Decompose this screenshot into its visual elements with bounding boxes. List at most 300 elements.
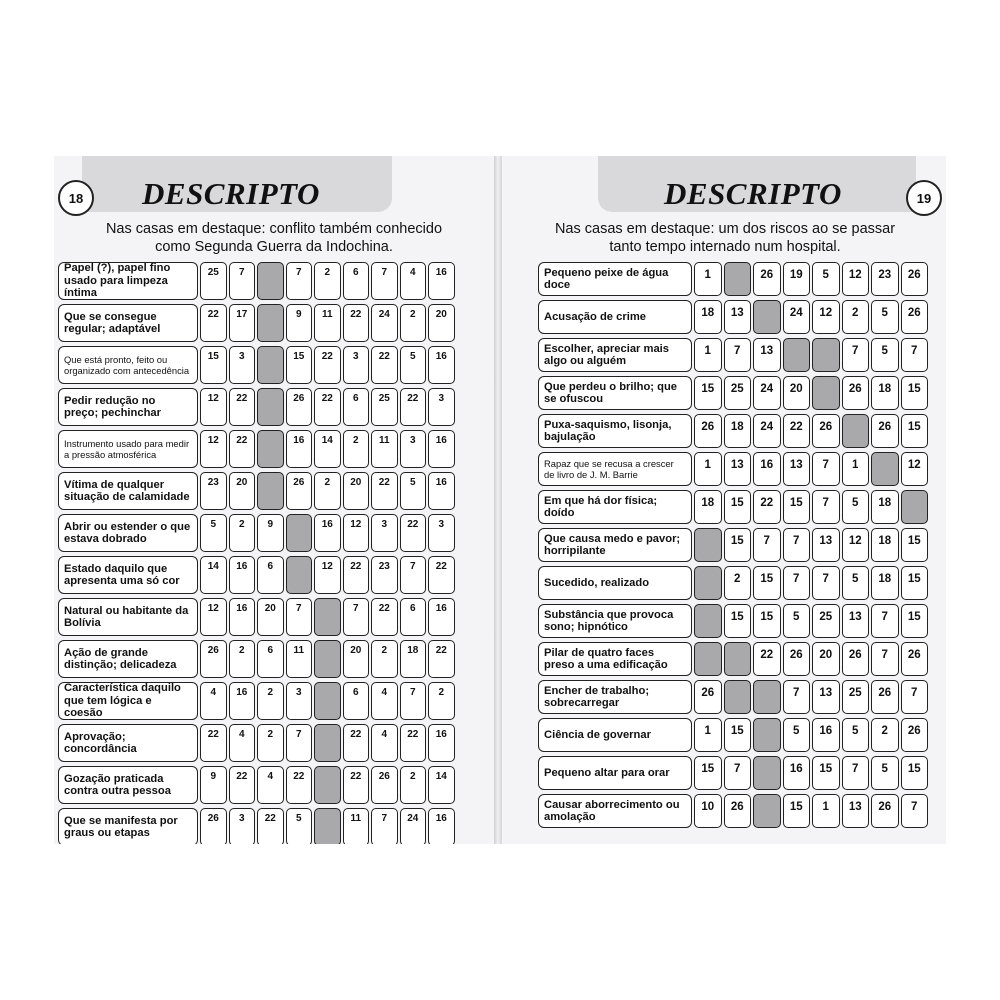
letter-cell[interactable]: 12: [842, 262, 870, 296]
letter-cell[interactable]: 5: [783, 718, 811, 752]
letter-cell[interactable]: 6: [257, 640, 284, 678]
letter-cell[interactable]: 22: [343, 304, 370, 342]
letter-cell[interactable]: 26: [901, 300, 929, 334]
highlighted-letter-cell[interactable]: [694, 528, 722, 562]
letter-cell[interactable]: 25: [842, 680, 870, 714]
highlighted-letter-cell[interactable]: [901, 490, 929, 524]
letter-cell[interactable]: 6: [257, 556, 284, 594]
highlighted-letter-cell[interactable]: [753, 756, 781, 790]
letter-cell[interactable]: 26: [694, 680, 722, 714]
letter-cell[interactable]: 16: [753, 452, 781, 486]
letter-cell[interactable]: 22: [229, 430, 256, 468]
letter-cell[interactable]: 13: [724, 452, 752, 486]
letter-cell[interactable]: 26: [842, 642, 870, 676]
clue-text: Em que há dor física; doído: [538, 490, 692, 524]
letter-cell[interactable]: 20: [343, 640, 370, 678]
letter-cell[interactable]: 7: [901, 338, 929, 372]
letter-cell[interactable]: 23: [200, 472, 227, 510]
clue-text: Escolher, apreciar mais algo ou alguém: [538, 338, 692, 372]
letter-cell[interactable]: 24: [753, 376, 781, 410]
letter-cell[interactable]: 7: [724, 756, 752, 790]
letter-cell[interactable]: 24: [371, 304, 398, 342]
puzzle-subtitle: [510, 220, 940, 256]
letter-cell[interactable]: 16: [229, 682, 256, 720]
letter-cell[interactable]: 15: [694, 756, 722, 790]
subtitle-line: Nas casas em destaque: conflito também conhecido: [105, 221, 443, 237]
highlighted-letter-cell[interactable]: [257, 304, 284, 342]
letter-cell[interactable]: 22: [229, 766, 256, 804]
letter-cell[interactable]: 13: [842, 794, 870, 828]
letter-cell[interactable]: 20: [783, 376, 811, 410]
clue-text: Ciência de governar: [538, 718, 692, 752]
letter-cell[interactable]: 13: [724, 300, 752, 334]
letter-cell[interactable]: 18: [694, 300, 722, 334]
letter-cell[interactable]: 7: [812, 452, 840, 486]
letter-cell[interactable]: 5: [842, 718, 870, 752]
clue-text: Gozação praticada contra outra pessoa: [58, 766, 198, 804]
letter-cell[interactable]: 9: [286, 304, 313, 342]
letter-cell[interactable]: 15: [901, 376, 929, 410]
letter-cell[interactable]: 7: [901, 680, 929, 714]
highlighted-letter-cell[interactable]: [753, 718, 781, 752]
page-number: 19: [906, 180, 942, 216]
highlighted-letter-cell[interactable]: [724, 680, 752, 714]
letter-cell[interactable]: 26: [286, 388, 313, 426]
clue-text: Pequeno altar para orar: [538, 756, 692, 790]
letter-cell[interactable]: 14: [314, 430, 341, 468]
letter-cell[interactable]: 15: [724, 490, 752, 524]
letter-cell[interactable]: 3: [286, 682, 313, 720]
letter-cell[interactable]: 20: [812, 642, 840, 676]
letter-cell[interactable]: 16: [229, 598, 256, 636]
letter-cell[interactable]: 20: [229, 472, 256, 510]
clue-text: Vítima de qualquer situação de calamidade: [58, 472, 198, 510]
letter-cell[interactable]: 3: [229, 346, 256, 384]
letter-cell[interactable]: 26: [286, 472, 313, 510]
letter-cell[interactable]: 3: [229, 808, 256, 844]
puzzle-row: [58, 514, 455, 552]
letter-cell[interactable]: 13: [753, 338, 781, 372]
puzzle-row: [538, 376, 928, 410]
letter-cell[interactable]: 9: [200, 766, 227, 804]
clue-text: Que causa medo e pavor; horripilante: [538, 528, 692, 562]
highlighted-letter-cell[interactable]: [286, 514, 313, 552]
letter-cell[interactable]: 7: [871, 642, 899, 676]
letter-cell[interactable]: 1: [812, 794, 840, 828]
letter-cell[interactable]: 26: [812, 414, 840, 448]
letter-cell[interactable]: 5: [783, 604, 811, 638]
letter-cell[interactable]: 16: [286, 430, 313, 468]
letter-cell[interactable]: 20: [428, 304, 455, 342]
letter-cell[interactable]: 7: [229, 262, 256, 300]
highlighted-letter-cell[interactable]: [286, 556, 313, 594]
letter-cell[interactable]: 5: [871, 300, 899, 334]
letter-cell[interactable]: 18: [871, 376, 899, 410]
puzzle-row: [538, 262, 928, 296]
clue-text: Natural ou habitante da Bolívia: [58, 598, 198, 636]
letter-cell[interactable]: 11: [371, 430, 398, 468]
clue-text: Pedir redução no preço; pechinchar: [58, 388, 198, 426]
letter-cell[interactable]: 15: [901, 756, 929, 790]
letter-cell[interactable]: 2: [871, 718, 899, 752]
letter-cell[interactable]: 26: [694, 414, 722, 448]
letter-cell[interactable]: 2: [314, 472, 341, 510]
letter-cell[interactable]: 16: [812, 718, 840, 752]
letter-cell[interactable]: 1: [694, 452, 722, 486]
letter-cell[interactable]: 5: [871, 338, 899, 372]
highlighted-letter-cell[interactable]: [257, 472, 284, 510]
letter-cell[interactable]: 10: [694, 794, 722, 828]
letter-cell[interactable]: 12: [343, 514, 370, 552]
letter-cell[interactable]: 2: [229, 514, 256, 552]
highlighted-letter-cell[interactable]: [783, 338, 811, 372]
highlighted-letter-cell[interactable]: [314, 808, 341, 844]
letter-cell[interactable]: 26: [200, 808, 227, 844]
letter-cell[interactable]: 7: [724, 338, 752, 372]
letter-cell[interactable]: 15: [753, 604, 781, 638]
highlighted-letter-cell[interactable]: [812, 338, 840, 372]
letter-cell[interactable]: 9: [257, 514, 284, 552]
clue-text: Que se consegue regular; adaptável: [58, 304, 198, 342]
letter-cell[interactable]: 26: [200, 640, 227, 678]
highlighted-letter-cell[interactable]: [724, 262, 752, 296]
letter-cell[interactable]: 22: [400, 514, 427, 552]
letter-cell[interactable]: 24: [753, 414, 781, 448]
letter-cell[interactable]: 16: [428, 262, 455, 300]
letter-cell[interactable]: 1: [694, 338, 722, 372]
letter-cell[interactable]: 4: [257, 766, 284, 804]
letter-cell[interactable]: 7: [871, 604, 899, 638]
letter-cell[interactable]: 7: [371, 808, 398, 844]
letter-cell[interactable]: 15: [200, 346, 227, 384]
letter-cell[interactable]: 15: [783, 490, 811, 524]
letter-cell[interactable]: 1: [842, 452, 870, 486]
letter-cell[interactable]: 26: [371, 766, 398, 804]
letter-cell[interactable]: 22: [371, 472, 398, 510]
letter-cell[interactable]: 7: [812, 566, 840, 600]
letter-cell[interactable]: 5: [400, 346, 427, 384]
subtitle-line: Nas casas em destaque: um dos riscos ao se passar: [554, 221, 896, 237]
highlighted-letter-cell[interactable]: [694, 604, 722, 638]
letter-cell[interactable]: 17: [229, 304, 256, 342]
puzzle-row: [538, 452, 928, 486]
highlighted-letter-cell[interactable]: [694, 642, 722, 676]
puzzle-row: [538, 528, 928, 562]
letter-cell[interactable]: 2: [428, 682, 455, 720]
highlighted-letter-cell[interactable]: [314, 640, 341, 678]
letter-cell[interactable]: 22: [428, 640, 455, 678]
highlighted-letter-cell[interactable]: [694, 566, 722, 600]
letter-cell[interactable]: 4: [229, 724, 256, 762]
letter-cell[interactable]: 7: [400, 556, 427, 594]
puzzle-title: DESCRIPTO: [664, 176, 842, 211]
puzzle-row: [538, 794, 928, 828]
puzzle-title: DESCRIPTO: [142, 176, 320, 211]
puzzle-row: [538, 756, 928, 790]
letter-cell[interactable]: 22: [343, 556, 370, 594]
puzzle-row: [58, 598, 455, 636]
puzzle-row: [538, 338, 928, 372]
letter-cell[interactable]: 22: [400, 724, 427, 762]
letter-cell[interactable]: 18: [694, 490, 722, 524]
letter-cell[interactable]: 2: [400, 766, 427, 804]
letter-cell[interactable]: 5: [400, 472, 427, 510]
letter-cell[interactable]: 2: [229, 640, 256, 678]
letter-cell[interactable]: 15: [724, 528, 752, 562]
letter-cell[interactable]: 4: [200, 682, 227, 720]
letter-cell[interactable]: 26: [871, 680, 899, 714]
letter-cell[interactable]: 12: [200, 388, 227, 426]
letter-cell[interactable]: 15: [753, 566, 781, 600]
letter-cell[interactable]: 16: [783, 756, 811, 790]
letter-cell[interactable]: 7: [783, 528, 811, 562]
letter-cell[interactable]: 7: [286, 724, 313, 762]
letter-cell[interactable]: 7: [286, 598, 313, 636]
letter-cell[interactable]: 12: [314, 556, 341, 594]
letter-cell[interactable]: 20: [257, 598, 284, 636]
letter-cell[interactable]: 16: [428, 598, 455, 636]
letter-cell[interactable]: 15: [901, 528, 929, 562]
highlighted-letter-cell[interactable]: [314, 766, 341, 804]
letter-cell[interactable]: 5: [842, 566, 870, 600]
letter-cell[interactable]: 15: [901, 566, 929, 600]
letter-cell[interactable]: 22: [229, 388, 256, 426]
letter-cell[interactable]: 3: [371, 514, 398, 552]
letter-cell[interactable]: 7: [901, 794, 929, 828]
letter-cell[interactable]: 2: [400, 304, 427, 342]
letter-cell[interactable]: 1: [694, 262, 722, 296]
letter-cell[interactable]: 6: [343, 388, 370, 426]
letter-cell[interactable]: 3: [343, 346, 370, 384]
highlighted-letter-cell[interactable]: [871, 452, 899, 486]
letter-cell[interactable]: 24: [783, 300, 811, 334]
letter-cell[interactable]: 5: [871, 756, 899, 790]
letter-cell[interactable]: 26: [842, 376, 870, 410]
letter-cell[interactable]: 11: [286, 640, 313, 678]
letter-cell[interactable]: 2: [257, 724, 284, 762]
highlighted-letter-cell[interactable]: [842, 414, 870, 448]
letter-cell[interactable]: 15: [724, 718, 752, 752]
letter-cell[interactable]: 1: [694, 718, 722, 752]
letter-cell[interactable]: 18: [871, 566, 899, 600]
puzzle-subtitle: [64, 220, 484, 256]
clue-text: Rapaz que se recusa a crescer de livro de J. M. Barrie: [538, 452, 692, 486]
letter-cell[interactable]: 12: [812, 300, 840, 334]
highlighted-letter-cell[interactable]: [257, 388, 284, 426]
letter-cell[interactable]: 22: [753, 490, 781, 524]
letter-cell[interactable]: 16: [428, 724, 455, 762]
letter-cell[interactable]: 2: [257, 682, 284, 720]
letter-cell[interactable]: 15: [901, 604, 929, 638]
clue-text: Instrumento usado para medir a pressão atmosférica: [58, 430, 198, 468]
clue-text: Sucedido, realizado: [538, 566, 692, 600]
highlighted-letter-cell[interactable]: [257, 430, 284, 468]
clue-text: Abrir ou estender o que estava dobrado: [58, 514, 198, 552]
puzzle-row: [538, 604, 928, 638]
letter-cell[interactable]: 14: [200, 556, 227, 594]
letter-cell[interactable]: 22: [753, 642, 781, 676]
puzzle-row: [538, 490, 928, 524]
letter-cell[interactable]: 15: [783, 794, 811, 828]
letter-cell[interactable]: 5: [200, 514, 227, 552]
letter-cell[interactable]: 18: [724, 414, 752, 448]
letter-cell[interactable]: 15: [812, 756, 840, 790]
letter-cell[interactable]: 2: [371, 640, 398, 678]
puzzle-row: [58, 388, 455, 426]
letter-cell[interactable]: 15: [694, 376, 722, 410]
clue-text: Encher de trabalho; sobrecarregar: [538, 680, 692, 714]
highlighted-letter-cell[interactable]: [314, 682, 341, 720]
letter-cell[interactable]: 13: [812, 528, 840, 562]
letter-cell[interactable]: 22: [314, 346, 341, 384]
letter-cell[interactable]: 4: [371, 724, 398, 762]
clue-text: Que está pronto, feito ou organizado com antecedência: [58, 346, 198, 384]
letter-cell[interactable]: 7: [812, 490, 840, 524]
letter-cell[interactable]: 12: [200, 430, 227, 468]
letter-cell[interactable]: 18: [871, 528, 899, 562]
letter-cell[interactable]: 4: [400, 262, 427, 300]
clue-text: Pequeno peixe de água doce: [538, 262, 692, 296]
letter-cell[interactable]: 7: [286, 262, 313, 300]
letter-cell[interactable]: 26: [871, 414, 899, 448]
letter-cell[interactable]: 6: [343, 262, 370, 300]
puzzle-row: [58, 472, 455, 510]
letter-cell[interactable]: 26: [783, 642, 811, 676]
letter-cell[interactable]: 24: [400, 808, 427, 844]
letter-cell[interactable]: 25: [724, 376, 752, 410]
letter-cell[interactable]: 22: [286, 766, 313, 804]
letter-cell[interactable]: 16: [314, 514, 341, 552]
letter-cell[interactable]: 6: [343, 682, 370, 720]
highlighted-letter-cell[interactable]: [753, 680, 781, 714]
letter-cell[interactable]: 22: [200, 304, 227, 342]
letter-cell[interactable]: 22: [783, 414, 811, 448]
letter-cell[interactable]: 3: [400, 430, 427, 468]
letter-cell[interactable]: 26: [724, 794, 752, 828]
letter-cell[interactable]: 2: [842, 300, 870, 334]
letter-cell[interactable]: 15: [724, 604, 752, 638]
puzzle-row: [538, 414, 928, 448]
letter-cell[interactable]: 11: [343, 808, 370, 844]
letter-cell[interactable]: 16: [428, 472, 455, 510]
clue-text: Estado daquilo que apresenta uma só cor: [58, 556, 198, 594]
letter-cell[interactable]: 25: [371, 388, 398, 426]
letter-cell[interactable]: 22: [343, 724, 370, 762]
letter-cell[interactable]: 23: [371, 556, 398, 594]
clue-text: Papel (?), papel fino usado para limpeza íntima: [58, 262, 198, 300]
left-page: [54, 156, 494, 844]
letter-cell[interactable]: 7: [371, 262, 398, 300]
letter-cell[interactable]: 7: [343, 598, 370, 636]
letter-cell[interactable]: 3: [428, 388, 455, 426]
highlighted-letter-cell[interactable]: [753, 300, 781, 334]
letter-cell[interactable]: 2: [724, 566, 752, 600]
clue-text: Puxa-saquismo, lisonja, bajulação: [538, 414, 692, 448]
letter-cell[interactable]: 7: [753, 528, 781, 562]
puzzle-row: [58, 304, 455, 342]
letter-cell[interactable]: 5: [842, 490, 870, 524]
puzzle-row: [58, 682, 455, 720]
letter-cell[interactable]: 20: [343, 472, 370, 510]
letter-cell[interactable]: 22: [400, 388, 427, 426]
letter-cell[interactable]: 12: [842, 528, 870, 562]
puzzle-row: [538, 680, 928, 714]
letter-cell[interactable]: 22: [257, 808, 284, 844]
highlighted-letter-cell[interactable]: [314, 724, 341, 762]
letter-cell[interactable]: 5: [812, 262, 840, 296]
letter-cell[interactable]: 12: [200, 598, 227, 636]
puzzle-grid: [58, 262, 455, 844]
letter-cell[interactable]: 25: [812, 604, 840, 638]
letter-cell[interactable]: 13: [783, 452, 811, 486]
letter-cell[interactable]: 22: [428, 556, 455, 594]
highlighted-letter-cell[interactable]: [724, 642, 752, 676]
letter-cell[interactable]: 12: [901, 452, 929, 486]
letter-cell[interactable]: 26: [871, 794, 899, 828]
letter-cell[interactable]: 16: [229, 556, 256, 594]
highlighted-letter-cell[interactable]: [257, 346, 284, 384]
letter-cell[interactable]: 2: [343, 430, 370, 468]
highlighted-letter-cell[interactable]: [257, 262, 284, 300]
letter-cell[interactable]: 13: [842, 604, 870, 638]
letter-cell[interactable]: 25: [200, 262, 227, 300]
letter-cell[interactable]: 26: [901, 718, 929, 752]
highlighted-letter-cell[interactable]: [753, 794, 781, 828]
letter-cell[interactable]: 15: [286, 346, 313, 384]
letter-cell[interactable]: 7: [842, 338, 870, 372]
letter-cell[interactable]: 22: [371, 598, 398, 636]
puzzle-row: [538, 718, 928, 752]
letter-cell[interactable]: 15: [901, 414, 929, 448]
letter-cell[interactable]: 16: [428, 430, 455, 468]
letter-cell[interactable]: 7: [783, 566, 811, 600]
letter-cell[interactable]: 18: [871, 490, 899, 524]
letter-cell[interactable]: 19: [783, 262, 811, 296]
clue-text: Substância que provoca sono; hipnótico: [538, 604, 692, 638]
letter-cell[interactable]: 7: [783, 680, 811, 714]
puzzle-row: [58, 724, 455, 762]
letter-cell[interactable]: 22: [343, 766, 370, 804]
letter-cell[interactable]: 22: [314, 388, 341, 426]
letter-cell[interactable]: 13: [812, 680, 840, 714]
letter-cell[interactable]: 5: [286, 808, 313, 844]
book-spine: [494, 156, 502, 844]
letter-cell[interactable]: 22: [371, 346, 398, 384]
highlighted-letter-cell[interactable]: [314, 598, 341, 636]
letter-cell[interactable]: 16: [428, 346, 455, 384]
letter-cell[interactable]: 2: [314, 262, 341, 300]
letter-cell[interactable]: 6: [400, 598, 427, 636]
letter-cell[interactable]: 26: [753, 262, 781, 296]
letter-cell[interactable]: 26: [901, 642, 929, 676]
letter-cell[interactable]: 14: [428, 766, 455, 804]
puzzle-row: [58, 640, 455, 678]
clue-text: Acusação de crime: [538, 300, 692, 334]
letter-cell[interactable]: 4: [371, 682, 398, 720]
letter-cell[interactable]: 22: [200, 724, 227, 762]
letter-cell[interactable]: 11: [314, 304, 341, 342]
letter-cell[interactable]: 26: [901, 262, 929, 296]
letter-cell[interactable]: 3: [428, 514, 455, 552]
letter-cell[interactable]: 7: [400, 682, 427, 720]
subtitle-line: tanto tempo internado num hospital.: [609, 239, 841, 255]
highlighted-letter-cell[interactable]: [812, 376, 840, 410]
letter-cell[interactable]: 16: [428, 808, 455, 844]
letter-cell[interactable]: 23: [871, 262, 899, 296]
letter-cell[interactable]: 18: [400, 640, 427, 678]
letter-cell[interactable]: 7: [842, 756, 870, 790]
puzzle-row: [58, 346, 455, 384]
